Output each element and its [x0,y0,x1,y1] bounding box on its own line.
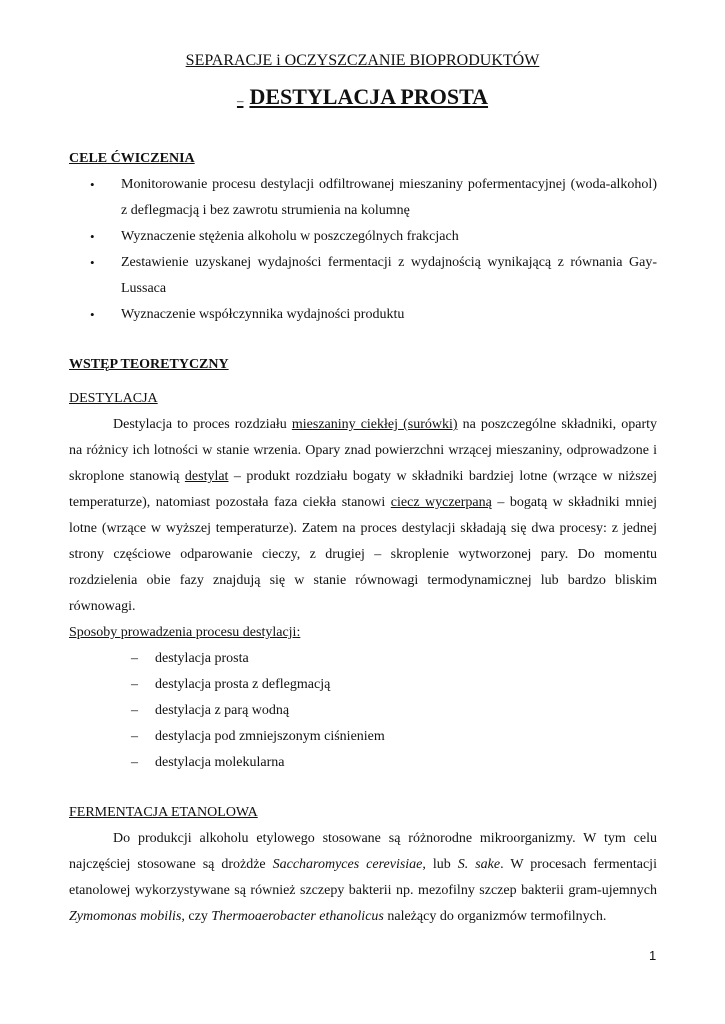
bullet-icon: • [90,177,95,192]
subtitle-text: DESTYLACJA PROSTA [249,84,489,109]
species-name: S. sake [457,857,501,872]
paragraph-text: – bogatą w składniki mniej lotne (wrzące w wyższej temperaturze). Zatem na proces destylacji składają się dwa procesy: z jednej strony częściowe odparowanie cieczy, z drugiej – skroplenie wytworzonej pary. Do momentu rozdzielenia obie fazy znajdują się w stanie równowagi termodynamicznej lub bardzo bliskim równowagi. [69,495,657,614]
document-subtitle [0,84,725,110]
methods-list [69,646,657,776]
paragraph-text: . W procesach fermentacji etanolowej wykorzystywane są również szczepy bakterii np. mezofilny szczep bakterii gram-ujemnych [69,857,657,898]
fermentation-paragraph [69,826,657,930]
list-item [69,646,657,672]
dash-icon: – [131,651,138,666]
paragraph-text: na poszczególne składniki, oparty na różnicy ich lotności w stanie wrzenia. Opary znad powierzchni wrzącej mieszaniny, odprowadzone i skroplone stanowią [69,417,658,484]
goal-text: Monitorowanie procesu destylacji odfiltrowanej mieszaniny pofermentacyjnej (woda-alkohol) z deflegmacją i bez zawrotu strumienia na kolumnę [121,177,657,218]
dash-icon: – [131,677,138,692]
species-name: Zymomonas mobilis [69,909,182,924]
goals-list [69,172,657,328]
list-item [69,250,657,302]
method-text: destylacja molekularna [155,755,285,770]
list-item [69,698,657,724]
species-name: Thermoaerobacter ethanolicus [211,909,384,924]
paragraph-text: , lub [422,857,458,872]
document-body [69,146,657,930]
list-item [69,672,657,698]
paragraph-text: należący do organizmów termofilnych. [383,909,607,924]
list-item [69,724,657,750]
paragraph-text: Destylacja to proces rozdziału [113,417,292,432]
method-text: destylacja pod zmniejszonym ciśnieniem [155,729,385,744]
list-item [69,224,657,250]
fermentation-subheading: FERMENTACJA ETANOLOWA [69,805,258,820]
species-name: Saccharomyces cerevisiae [272,857,423,872]
paragraph-text: – produkt rozdziału bogaty w składniki bardziej lotne (wrzące w niższej temperaturze), natomiast pozostała faza ciekła stanowi [69,469,658,510]
distillation-subheading: DESTYLACJA [69,391,158,406]
dash-icon: – [131,703,138,718]
bullet-icon: • [90,307,95,322]
method-text: destylacja prosta [155,651,249,666]
goal-text: Wyznaczenie współczynnika wydajności produktu [121,307,405,322]
goal-text: Wyznaczenie stężenia alkoholu w poszczególnych frakcjach [121,229,459,244]
method-text: destylacja prosta z deflegmacją [155,677,331,692]
dash-icon: – [131,755,138,770]
subtitle-dash: – [236,93,244,108]
methods-heading: Sposoby prowadzenia procesu destylacji: [69,625,301,640]
distillation-paragraph [69,412,657,620]
paragraph-text: Do produkcji alkoholu etylowego stosowane są różnorodne mikroorganizmy. W tym celu najczęściej stosowane są drożdże [69,831,657,872]
method-text: destylacja z parą wodną [155,703,290,718]
theory-heading: WSTĘP TEORETYCZNY [69,357,229,372]
list-item [69,750,657,776]
term-mixture: mieszaniny ciekłej (surówki) [291,417,458,432]
list-item [69,172,657,224]
list-item [69,302,657,328]
paragraph-text: , czy [181,909,212,924]
bullet-icon: • [90,229,95,244]
goals-heading: CELE ĆWICZENIA [69,151,195,166]
goal-text: Zestawienie uzyskanej wydajności fermentacji z wydajnością wynikającą z równania Gay-Lussaca [121,255,657,296]
bullet-icon: • [90,255,95,270]
dash-icon: – [131,729,138,744]
term-bottoms: ciecz wyczerpaną [390,495,492,510]
page-number: 1 [649,948,657,963]
document-title: SEPARACJE i OCZYSZCZANIE BIOPRODUKTÓW [185,52,540,69]
term-distillate: destylat [184,469,229,484]
